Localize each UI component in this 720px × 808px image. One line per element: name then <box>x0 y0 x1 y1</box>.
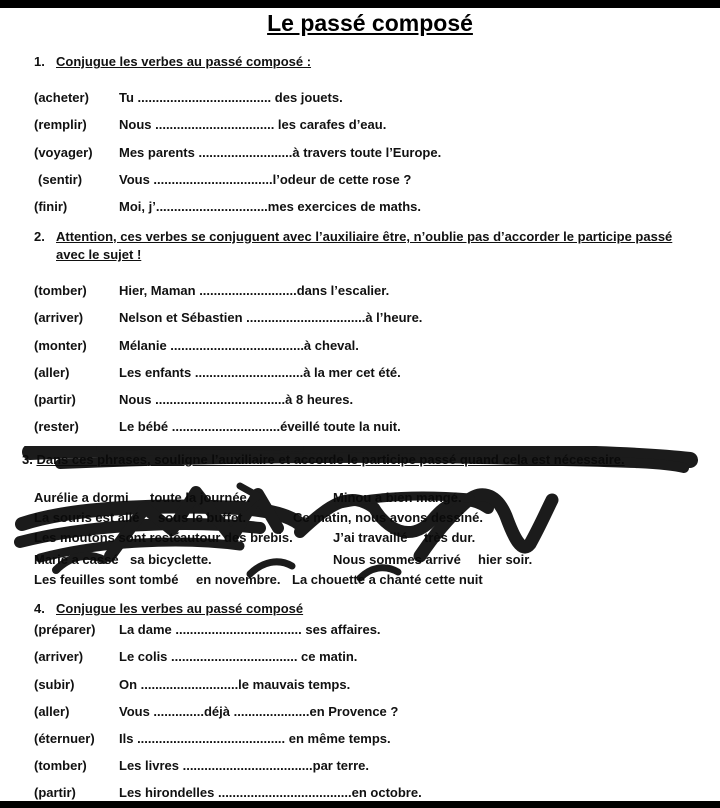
exercise-sentence: autour des brebis. <box>180 530 293 545</box>
sentence-blank: Hier, Maman ...........................dans l’escalier. <box>119 283 390 298</box>
section4-heading <box>34 600 303 618</box>
sentence-blank: Nous ................................. les carafes d’eau. <box>119 117 387 132</box>
verb-infinitive: (voyager) <box>34 145 93 160</box>
sentence-blank: Mélanie .....................................à cheval. <box>119 338 359 353</box>
verb-infinitive: (aller) <box>34 365 70 380</box>
sentence-blank: Le colis ................................... ce matin. <box>119 649 358 664</box>
sentence-blank: Les enfants ..............................à la mer cet été. <box>119 365 401 380</box>
verb-infinitive: (rester) <box>34 419 79 434</box>
exercise-sentence: La souris est allé <box>34 510 140 525</box>
verb-infinitive: (arriver) <box>34 310 84 325</box>
verb-infinitive: (préparer) <box>34 622 96 637</box>
verb-infinitive: (partir) <box>34 392 76 407</box>
bottom-border <box>0 801 720 808</box>
worksheet-title: Le passé composé <box>267 10 473 36</box>
sentence-blank: Nelson et Sébastien .................................à l’heure. <box>119 310 423 325</box>
sentence-blank: Ils ......................................... en même temps. <box>119 731 391 746</box>
verb-infinitive: (sentir) <box>38 172 83 187</box>
section4-number: 4. <box>34 601 45 616</box>
exercise-sentence: Les feuilles sont tombé <box>34 572 179 587</box>
top-border <box>0 0 720 8</box>
section3-number: 3. <box>22 452 33 467</box>
verb-infinitive: (subir) <box>34 677 75 692</box>
section4-instruction: Conjugue les verbes au passé composé <box>56 601 304 616</box>
verb-infinitive: (aller) <box>34 704 70 719</box>
section2-number: 2. <box>34 229 45 244</box>
exercise-sentence: très dur. <box>424 530 476 545</box>
exercise-sentence: Nous sommes arrivé <box>333 552 461 567</box>
exercise-sentence: Les moutons sont resté <box>34 530 181 545</box>
exercise-sentence: La chouette a chanté cette nuit <box>292 572 483 587</box>
verb-infinitive: (partir) <box>34 785 76 800</box>
sentence-blank: Mes parents ..........................à travers toute l’Europe. <box>119 145 442 160</box>
verb-infinitive: (arriver) <box>34 649 84 664</box>
scribble-marks <box>0 446 720 596</box>
exercise-sentence: sa bicyclette. <box>130 552 212 567</box>
sentence-blank: Vous .................................l’odeur de cette rose ? <box>119 172 412 187</box>
sentence-blank: Nous ....................................à 8 heures. <box>119 392 354 407</box>
sentence-blank: Vous ..............déjà .....................en Provence ? <box>119 704 399 719</box>
verb-infinitive: (éternuer) <box>34 731 95 746</box>
sentence-blank: Moi, j’...............................mes exercices de maths. <box>119 199 422 214</box>
sentence-blank: Tu ..................................... des jouets. <box>119 90 343 105</box>
sentence-blank: La dame ................................... ses affaires. <box>119 622 381 637</box>
verb-infinitive: (monter) <box>34 338 87 353</box>
exercise-sentence: J’ai travaillé <box>333 530 408 545</box>
verb-infinitive: (acheter) <box>34 90 89 105</box>
exercise-sentence: hier soir. <box>478 552 533 567</box>
exercise-sentence: en novembre. <box>196 572 281 587</box>
sentence-blank: Le bébé ..............................éveillé toute la nuit. <box>119 419 401 434</box>
exercise-sentence: Aurélie a dormi <box>34 490 129 505</box>
section1-number: 1. <box>34 54 45 69</box>
section1-instruction: Conjugue les verbes au passé composé : <box>56 54 312 69</box>
exercise-sentence: Minou a bien mangé. <box>333 490 462 505</box>
sentence-blank: Les livres ....................................par terre. <box>119 758 369 773</box>
verb-infinitive: (tomber) <box>34 283 87 298</box>
exercise-sentence: toute la journée. <box>150 490 251 505</box>
exercise-sentence: Ce matin, nous avons dessiné. <box>293 510 483 525</box>
sentence-blank: On ...........................le mauvais temps. <box>119 677 351 692</box>
section3-instruction: Dans ces phrases, souligne l’auxiliaire et accorde le participe passé quand cela est nécessaire. <box>36 452 625 467</box>
verb-infinitive: (tomber) <box>34 758 87 773</box>
verb-infinitive: (finir) <box>34 199 68 214</box>
section2-instruction: Attention, ces verbes se conjuguent avec l’auxiliaire être, n’oublie pas d’accorder le participe passé avec le sujet ! <box>56 229 673 262</box>
verb-infinitive: (remplir) <box>34 117 87 132</box>
exercise-sentence: sous le buffet. <box>158 510 247 525</box>
sentence-blank: Les hirondelles .....................................en octobre. <box>119 785 422 800</box>
scribbled-section <box>0 446 720 596</box>
section1-heading <box>34 53 311 71</box>
exercise-sentence: Marie a cassé <box>34 552 119 567</box>
